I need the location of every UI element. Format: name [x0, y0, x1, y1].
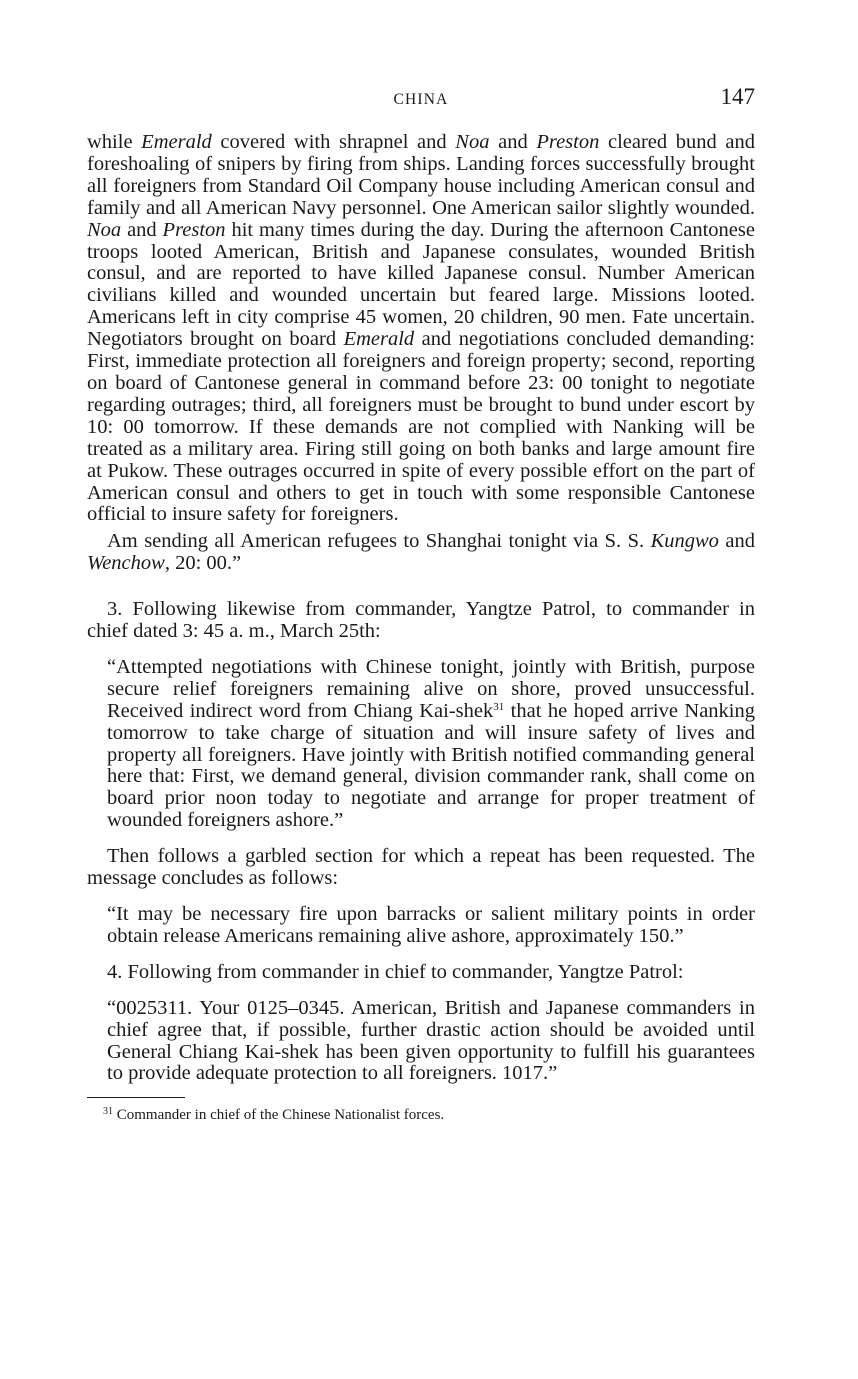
- footnote-text: Commander in chief of the Chinese Nationalist forces.: [113, 1107, 445, 1124]
- quoted-message-agreement: “0025311. Your 0125–0345. American, British and Japanese commanders in chief agree that, if possible, further drastic action should be avoided until General Chiang Kai-shek has been given opportunity to fulfill his guarantees to provide adequate protection to all foreigners. 1017.”: [107, 996, 755, 1085]
- page-number: 147: [720, 84, 755, 109]
- quoted-message-negotiations: “Attempted negotiations with Chinese tonight, jointly with British, purpose secure relief foreigners remaining alive on shore, proved unsuccessful. Received indirect word from Chiang Kai-shek$^{31}$ that he hoped arrive Nanking tomorrow to take charge of situation and will insure safety of lives and property all foreigners. Have jointly with British notified commanding general here that: First, we demand general, division commander rank, shall come on board prior noon today to negotiate and arrange for proper treatment of wounded foreigners ashore.”: [107, 655, 755, 832]
- paragraph-garbled-section: Then follows a garbled section for which a repeat has been requested. The message concludes as follows:: [87, 845, 755, 890]
- document-page: [87, 84, 755, 1124]
- ship-name: Emerald: [343, 328, 415, 351]
- ship-name: Wenchow: [87, 552, 165, 575]
- quoted-message-barracks: “It may be necessary fire upon barracks or salient military points in order obtain release Americans remaining alive ashore, approximately 150.”: [107, 903, 755, 947]
- ship-name: Preston: [162, 218, 226, 241]
- paragraph-item-4: 4. Following from commander in chief to commander, Yangtze Patrol:: [107, 960, 684, 983]
- ship-name: Noa: [455, 131, 490, 153]
- footnote-divider: [87, 1097, 185, 1098]
- ship-name: Emerald: [141, 131, 212, 153]
- running-title: CHINA: [393, 91, 449, 108]
- footnote: [87, 1106, 755, 1124]
- ship-name: Kungwo: [650, 530, 719, 553]
- paragraph-item-3: 3. Following likewise from commander, Yangtze Patrol, to commander in chief dated 3: 45 a. m., March 25th:: [87, 598, 755, 643]
- ship-name: Preston: [536, 131, 600, 153]
- running-header: [87, 84, 755, 116]
- footnote-number: 31: [103, 1106, 113, 1118]
- paragraph-continuation: while Emerald covered with shrapnel and Noa and Preston cleared bund and foreshoaling of snipers by firing from ships. Landing forces successfully brought all foreigners from Standard Oil Company house including American consul and family and all American Navy personnel. One American sailor slightly wounded. Noa and Preston hit many times during the day. During the afternoon Cantonese troops looted American, British and Japanese consulates, wounded British consul, and are reported to have killed Japanese consul. Number American civilians killed and wounded uncertain but feared large. Missions looted. Americans left in city comprise 45 women, 20 children, 90 men. Fate uncertain. Negotiators brought on board Emerald and negotiations concluded demanding: First, immediate protection all foreigners and foreign property; second, reporting on board of Cantonese general in command before 23: 00 tonight to negotiate regarding outrages; third, all foreigners must be brought to bund under escort by 10: 00 tomorrow. If these demands are not complied with Nanking will be treated as a military area. Firing still going on both banks and large amount fire at Pukow. These outrages occurred in spite of every possible effort on the part of American consul and others to get in touch with some responsible Cantonese official to insure safety for foreigners.: [87, 131, 755, 526]
- paragraph-refugees: Am sending all American refugees to Shanghai tonight via S. S. Kungwo and Wenchow, 20: 00.”: [87, 530, 755, 575]
- footnote-reference: 31: [493, 700, 505, 713]
- ship-name: Noa: [87, 218, 122, 241]
